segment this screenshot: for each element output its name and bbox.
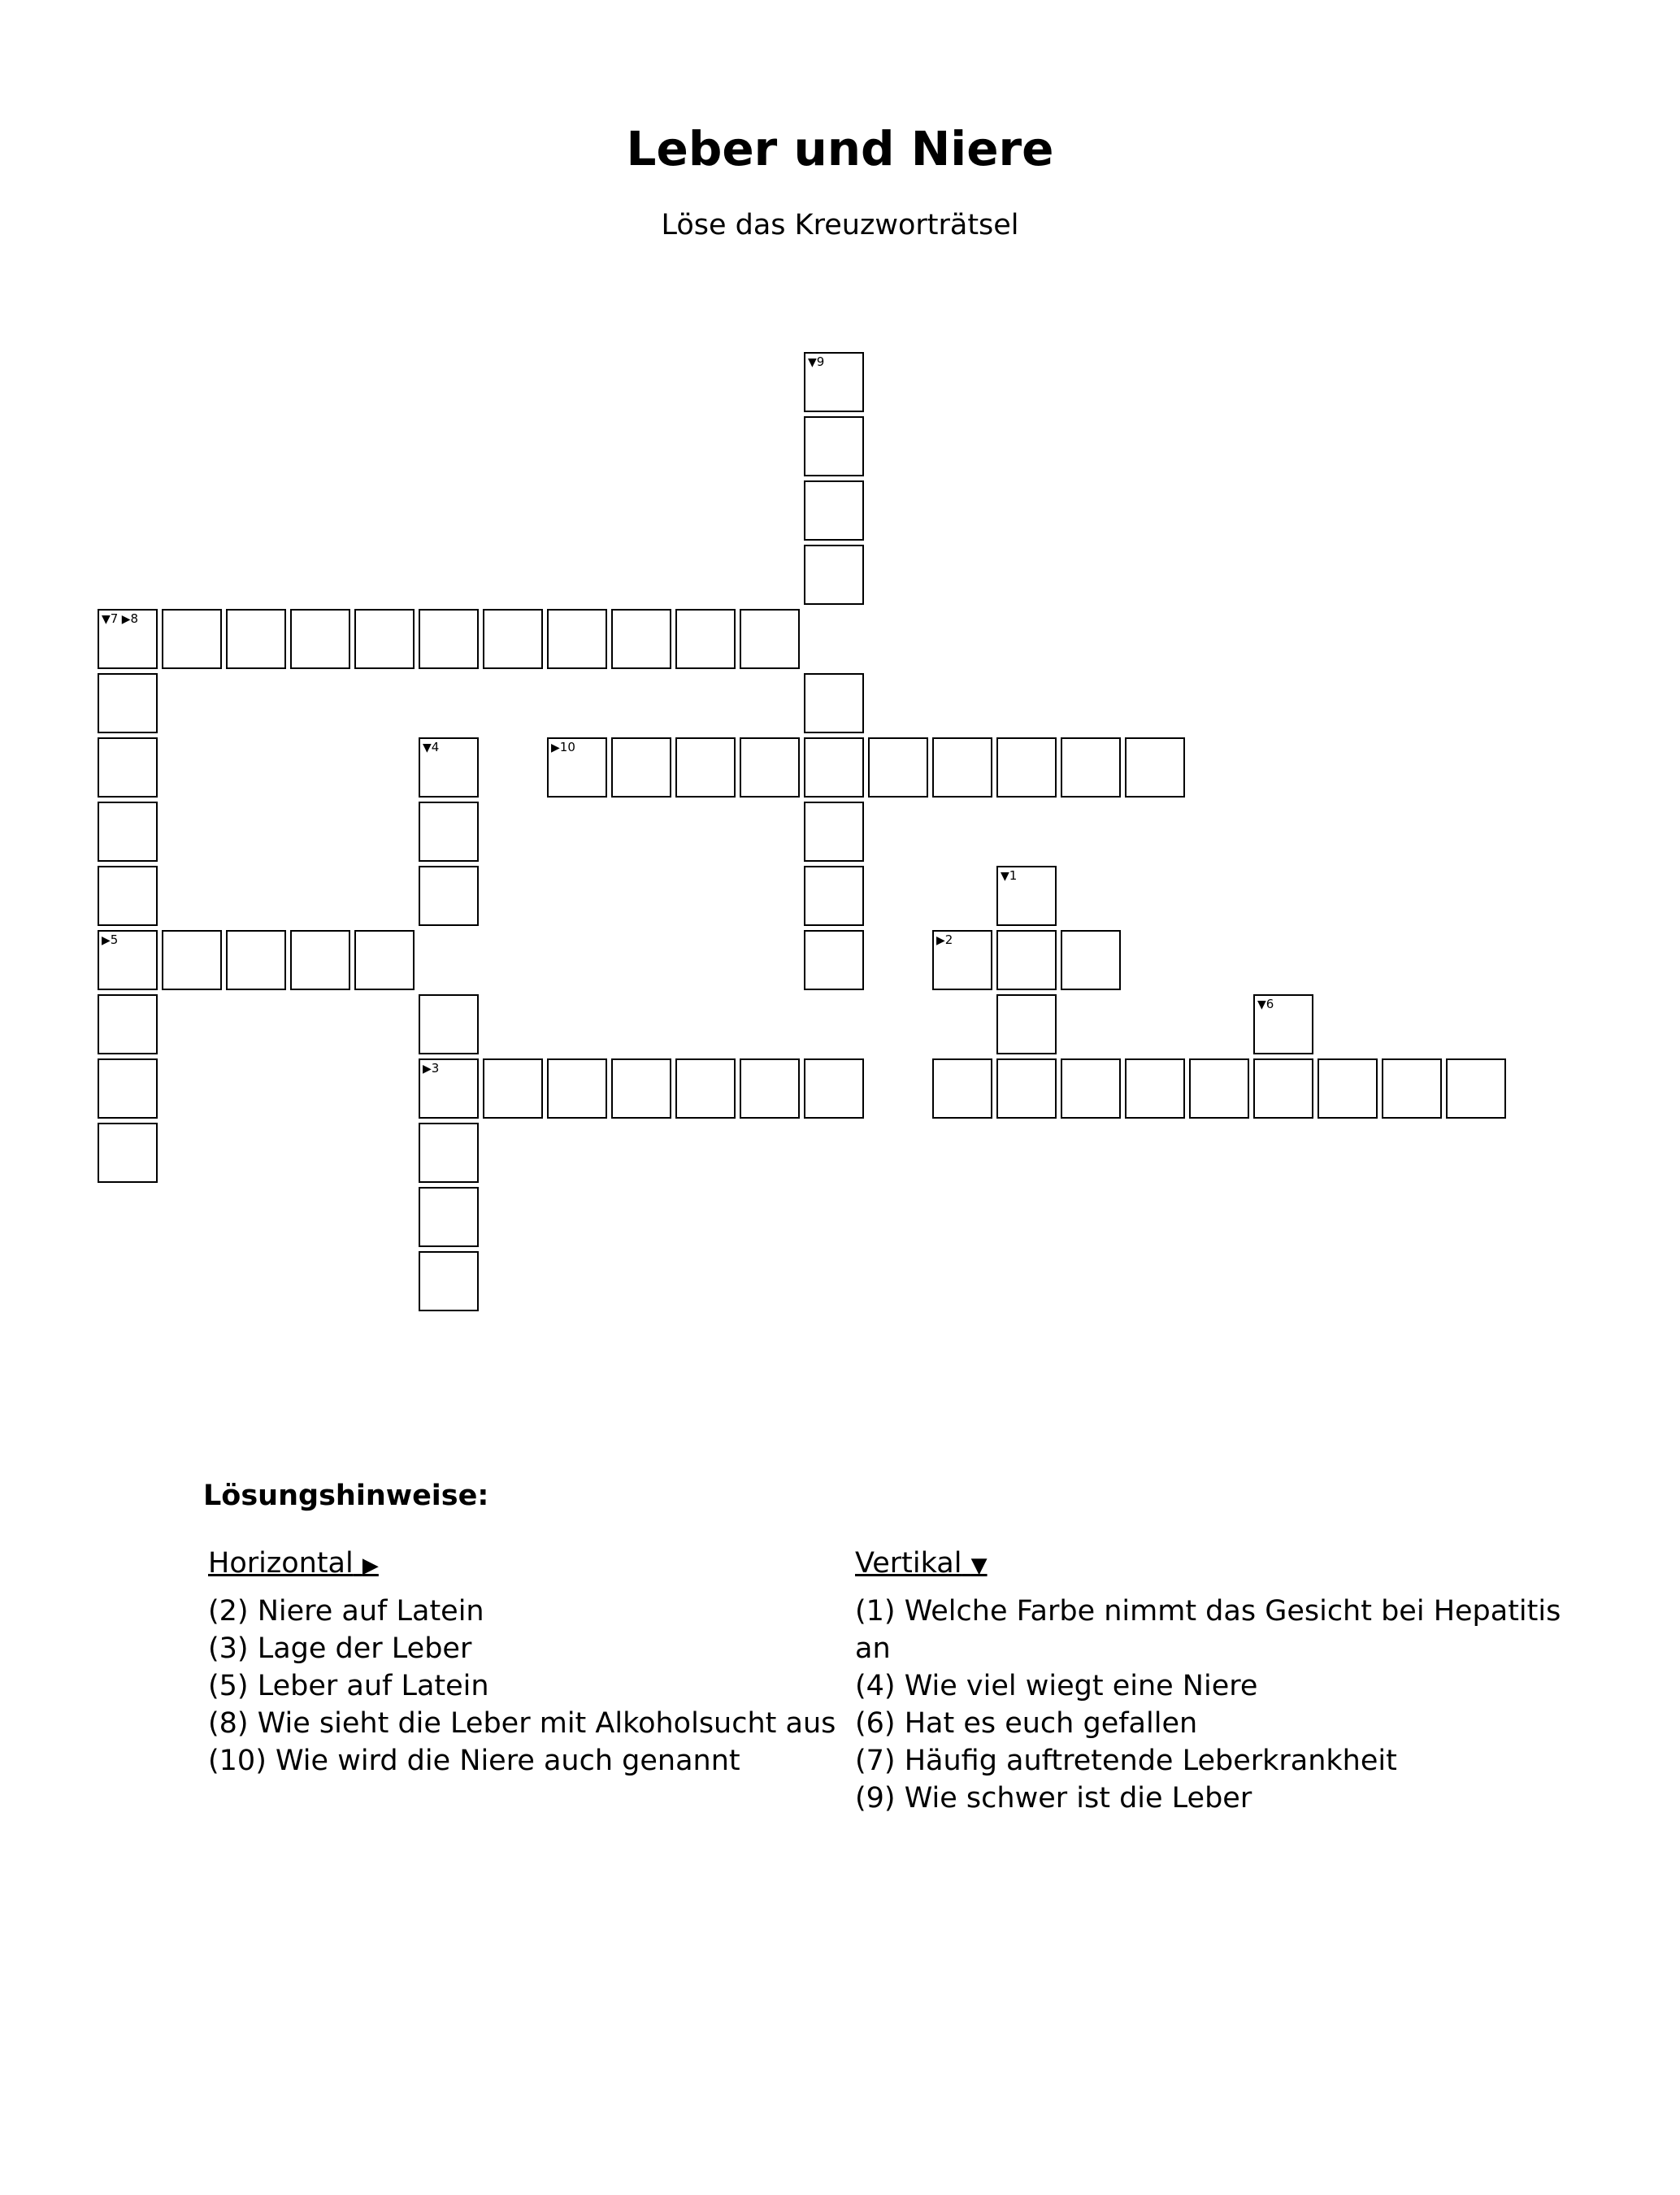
across-heading <box>208 1545 842 1584</box>
grid-cell[interactable] <box>611 609 671 669</box>
grid-cell[interactable] <box>675 609 736 669</box>
clue-number-text: 8 <box>130 611 139 626</box>
grid-cell[interactable] <box>419 1123 479 1183</box>
grid-cell[interactable] <box>419 1251 479 1311</box>
grid-cell[interactable] <box>290 609 350 669</box>
clue-number <box>423 1061 439 1076</box>
grid-cell[interactable] <box>1446 1058 1506 1119</box>
grid-cell[interactable] <box>98 802 158 862</box>
grid-cell[interactable] <box>740 609 800 669</box>
arrow-right-icon: ▶ <box>551 741 560 754</box>
grid-cell[interactable] <box>611 737 671 798</box>
grid-cell[interactable] <box>996 1058 1057 1119</box>
clue-number <box>936 932 953 948</box>
clue-number <box>102 611 138 627</box>
grid-cell[interactable] <box>547 737 607 798</box>
grid-cell[interactable] <box>1125 1058 1185 1119</box>
across-clues <box>208 1545 842 1780</box>
page-subtitle: Löse das Kreuzworträtsel <box>661 209 1019 241</box>
grid-cell[interactable] <box>740 737 800 798</box>
grid-cell[interactable] <box>98 930 158 990</box>
clue-number-text: 4 <box>431 740 440 754</box>
grid-cell[interactable] <box>483 609 543 669</box>
grid-cell[interactable] <box>804 352 864 412</box>
grid-cell[interactable] <box>804 930 864 990</box>
grid-cell[interactable] <box>547 1058 607 1119</box>
clue-number <box>1001 868 1017 884</box>
clue-number <box>102 932 118 948</box>
grid-cell[interactable] <box>1189 1058 1249 1119</box>
grid-cell[interactable] <box>98 994 158 1054</box>
down-heading-text: Vertikal <box>855 1547 962 1580</box>
grid-cell[interactable] <box>996 866 1057 926</box>
grid-cell[interactable] <box>804 416 864 476</box>
arrow-down-icon: ▼ <box>1257 998 1266 1011</box>
clue-across-3: (3) Lage der Leber <box>208 1632 472 1665</box>
clue-number-text: 10 <box>559 740 575 754</box>
grid-cell[interactable] <box>98 1123 158 1183</box>
clue-down-1: (1) Welche Farbe nimmt das Gesicht bei Hepatitis an <box>855 1595 1561 1665</box>
grid-cell[interactable] <box>868 737 928 798</box>
grid-cell[interactable] <box>419 994 479 1054</box>
grid-cell[interactable] <box>226 609 286 669</box>
grid-cell[interactable] <box>290 930 350 990</box>
grid-cell[interactable] <box>1061 930 1121 990</box>
grid-cell[interactable] <box>419 1187 479 1247</box>
grid-cell[interactable] <box>675 737 736 798</box>
arrow-right-icon: ▶ <box>118 613 131 626</box>
grid-cell[interactable] <box>1253 994 1313 1054</box>
grid-cell[interactable] <box>740 1058 800 1119</box>
grid-cell[interactable] <box>419 802 479 862</box>
down-clues <box>855 1545 1570 1817</box>
grid-cell[interactable] <box>804 1058 864 1119</box>
grid-cell[interactable] <box>354 609 415 669</box>
grid-cell[interactable] <box>996 737 1057 798</box>
page-title: Leber und Niere <box>626 121 1054 176</box>
grid-cell[interactable] <box>547 609 607 669</box>
arrow-right-icon: ▶ <box>102 934 111 947</box>
clue-number-text: 9 <box>816 354 825 369</box>
arrow-down-icon: ▼ <box>423 741 432 754</box>
grid-cell[interactable] <box>1125 737 1185 798</box>
grid-cell[interactable] <box>226 930 286 990</box>
arrow-down-icon: ▼ <box>808 356 817 369</box>
arrow-right-icon: ▶ <box>936 934 945 947</box>
grid-cell[interactable] <box>804 866 864 926</box>
clue-number-text: 7 <box>110 611 119 626</box>
grid-cell[interactable] <box>932 737 992 798</box>
grid-cell[interactable] <box>611 1058 671 1119</box>
clue-down-6: (6) Hat es euch gefallen <box>855 1707 1198 1740</box>
clue-down-4: (4) Wie viel wiegt eine Niere <box>855 1670 1258 1702</box>
grid-cell[interactable] <box>996 994 1057 1054</box>
clue-across-5: (5) Leber auf Latein <box>208 1670 489 1702</box>
arrow-right-icon: ▶ <box>423 1063 432 1076</box>
grid-cell[interactable] <box>804 545 864 605</box>
grid-cell[interactable] <box>98 609 158 669</box>
grid-cell[interactable] <box>419 866 479 926</box>
clue-number <box>1257 997 1274 1012</box>
grid-cell[interactable] <box>419 1058 479 1119</box>
grid-cell[interactable] <box>98 737 158 798</box>
arrow-down-icon: ▼ <box>970 1554 988 1578</box>
grid-cell[interactable] <box>162 930 222 990</box>
grid-cell[interactable] <box>932 1058 992 1119</box>
grid-cell[interactable] <box>675 1058 736 1119</box>
grid-cell[interactable] <box>804 737 864 798</box>
clue-number <box>551 740 575 755</box>
grid-cell[interactable] <box>98 1058 158 1119</box>
grid-cell[interactable] <box>419 737 479 798</box>
clue-number <box>423 740 439 755</box>
clue-number <box>808 354 824 370</box>
clue-down-7: (7) Häufig auftretende Leberkrankheit <box>855 1745 1397 1777</box>
clue-number-text: 6 <box>1265 997 1274 1011</box>
grid-cell[interactable] <box>804 480 864 541</box>
grid-cell[interactable] <box>483 1058 543 1119</box>
grid-cell[interactable] <box>98 673 158 733</box>
grid-cell[interactable] <box>98 866 158 926</box>
clue-number-text: 2 <box>944 932 953 947</box>
clue-number-text: 1 <box>1009 868 1018 883</box>
grid-cell[interactable] <box>1318 1058 1378 1119</box>
grid-cell[interactable] <box>996 930 1057 990</box>
grid-cell[interactable] <box>1061 1058 1121 1119</box>
across-heading-text: Horizontal <box>208 1547 354 1580</box>
down-heading <box>855 1545 1570 1584</box>
clue-across-2: (2) Niere auf Latein <box>208 1595 484 1628</box>
grid-cell[interactable] <box>804 673 864 733</box>
arrow-right-icon: ▶ <box>362 1554 379 1578</box>
grid-cell[interactable] <box>354 930 415 990</box>
grid-cell[interactable] <box>1061 737 1121 798</box>
grid-cell[interactable] <box>1382 1058 1442 1119</box>
clue-across-10: (10) Wie wird die Niere auch genannt <box>208 1745 740 1777</box>
grid-cell[interactable] <box>804 802 864 862</box>
hints-heading: Lösungshinweise: <box>203 1480 489 1512</box>
clue-number-text: 5 <box>110 932 119 947</box>
grid-cell[interactable] <box>162 609 222 669</box>
arrow-down-icon: ▼ <box>1001 870 1009 883</box>
grid-cell[interactable] <box>419 609 479 669</box>
grid-cell[interactable] <box>1253 1058 1313 1119</box>
clue-number-text: 3 <box>431 1061 440 1076</box>
clue-across-8: (8) Wie sieht die Leber mit Alkoholsucht aus <box>208 1707 836 1740</box>
grid-cell[interactable] <box>932 930 992 990</box>
arrow-down-icon: ▼ <box>102 613 111 626</box>
clue-down-9: (9) Wie schwer ist die Leber <box>855 1782 1252 1815</box>
